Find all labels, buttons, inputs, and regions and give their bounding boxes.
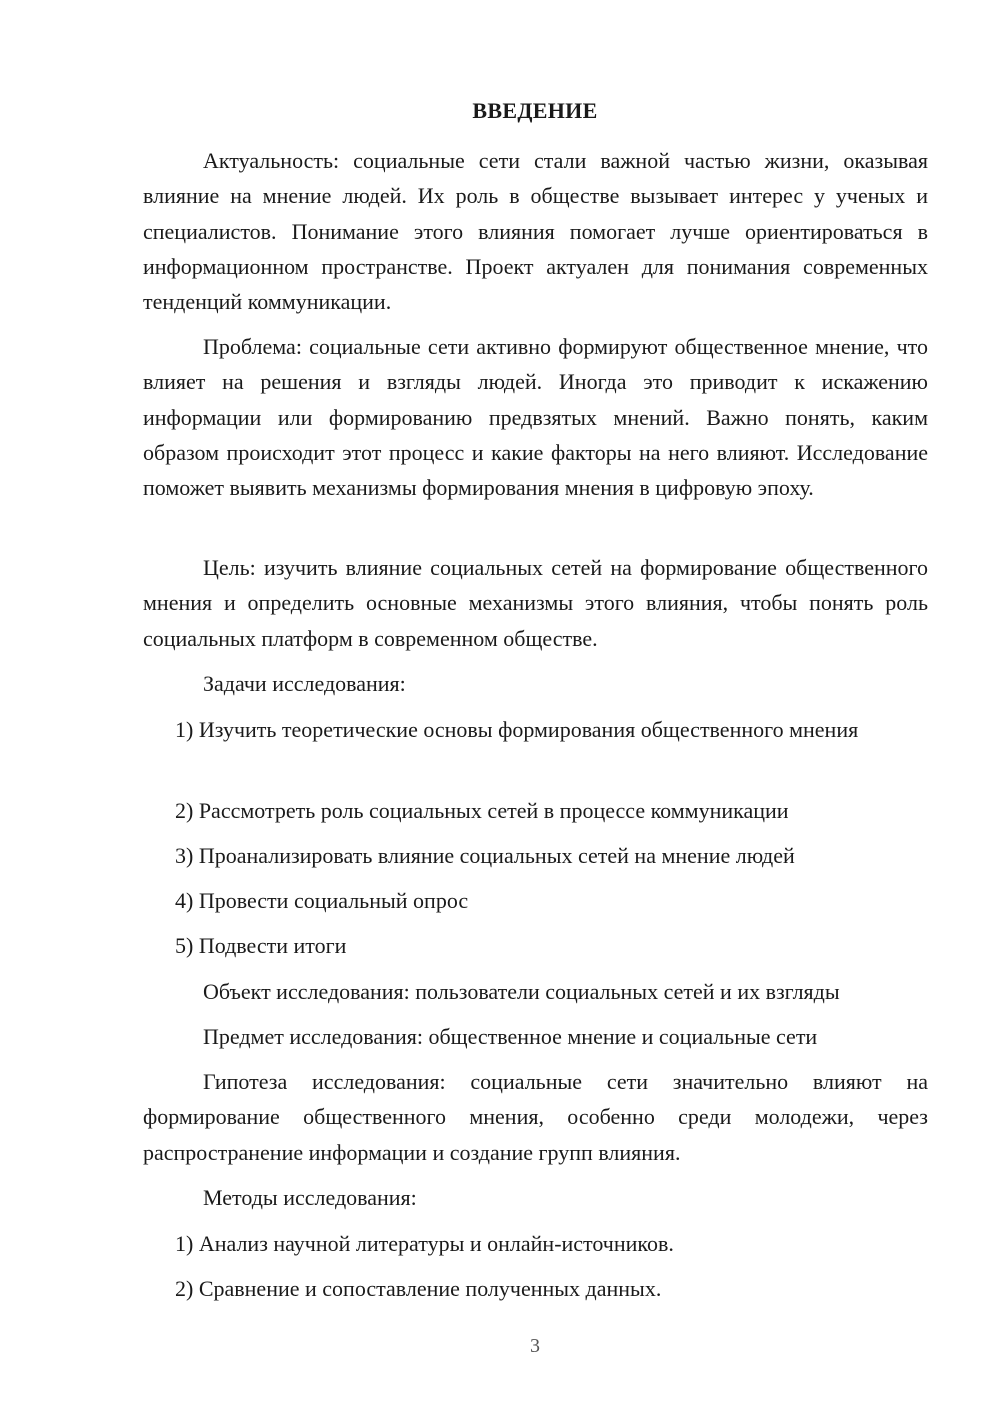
task-item-1: 1) Изучить теоретические основы формирования общественного мнения (175, 717, 859, 742)
tasks-title: Задачи исследования: (203, 671, 406, 696)
hypothesis-paragraph: Гипотеза исследования: социальные сети значительно влияют на формирование общественного мнения, особенно среди молодежи, через распространение информации и создание групп влияния. (143, 1069, 928, 1165)
methods-title: Методы исследования: (203, 1185, 417, 1210)
page-number: 3 (530, 1335, 540, 1357)
task-item-3: 3) Проанализировать влияние социальных сетей на мнение людей (175, 843, 795, 868)
task-item-4: 4) Провести социальный опрос (175, 888, 469, 913)
task-item-2: 2) Рассмотреть роль социальных сетей в процессе коммуникации (175, 798, 789, 823)
section-heading: ВВЕДЕНИЕ (472, 98, 598, 123)
method-item-2: 2) Сравнение и сопоставление полученных данных. (175, 1276, 662, 1301)
goal-paragraph: Цель: изучить влияние социальных сетей на формирование общественного мнения и определить основные механизмы этого влияния, чтобы понять роль социальных платформ в современном обществе. (143, 555, 928, 651)
problem-paragraph: Проблема: социальные сети активно формируют общественное мнение, что влияет на решения и взгляды людей. Иногда это приводит к искажению информации или формированию предвзятых мнений. Важно понять, каким образом происходит этот процесс и какие факторы на него влияют. Исследование поможет выявить механизмы формирования мнения в цифровую эпоху. (143, 334, 928, 501)
object-line: Объект исследования: пользователи социальных сетей и их взгляды (203, 979, 840, 1004)
task-item-5: 5) Подвести итоги (175, 933, 347, 958)
actuality-paragraph: Актуальность: социальные сети стали важной частью жизни, оказывая влияние на мнение людей. Их роль в обществе вызывает интерес у ученых и специалистов. Понимание этого влияния помогает лучше ориентироваться в информационном пространстве. Проект актуален для понимания современных тенденций коммуникации. (143, 148, 928, 315)
subject-line: Предмет исследования: общественное мнение и социальные сети (203, 1024, 818, 1049)
method-item-1: 1) Анализ научной литературы и онлайн-источников. (175, 1231, 674, 1256)
